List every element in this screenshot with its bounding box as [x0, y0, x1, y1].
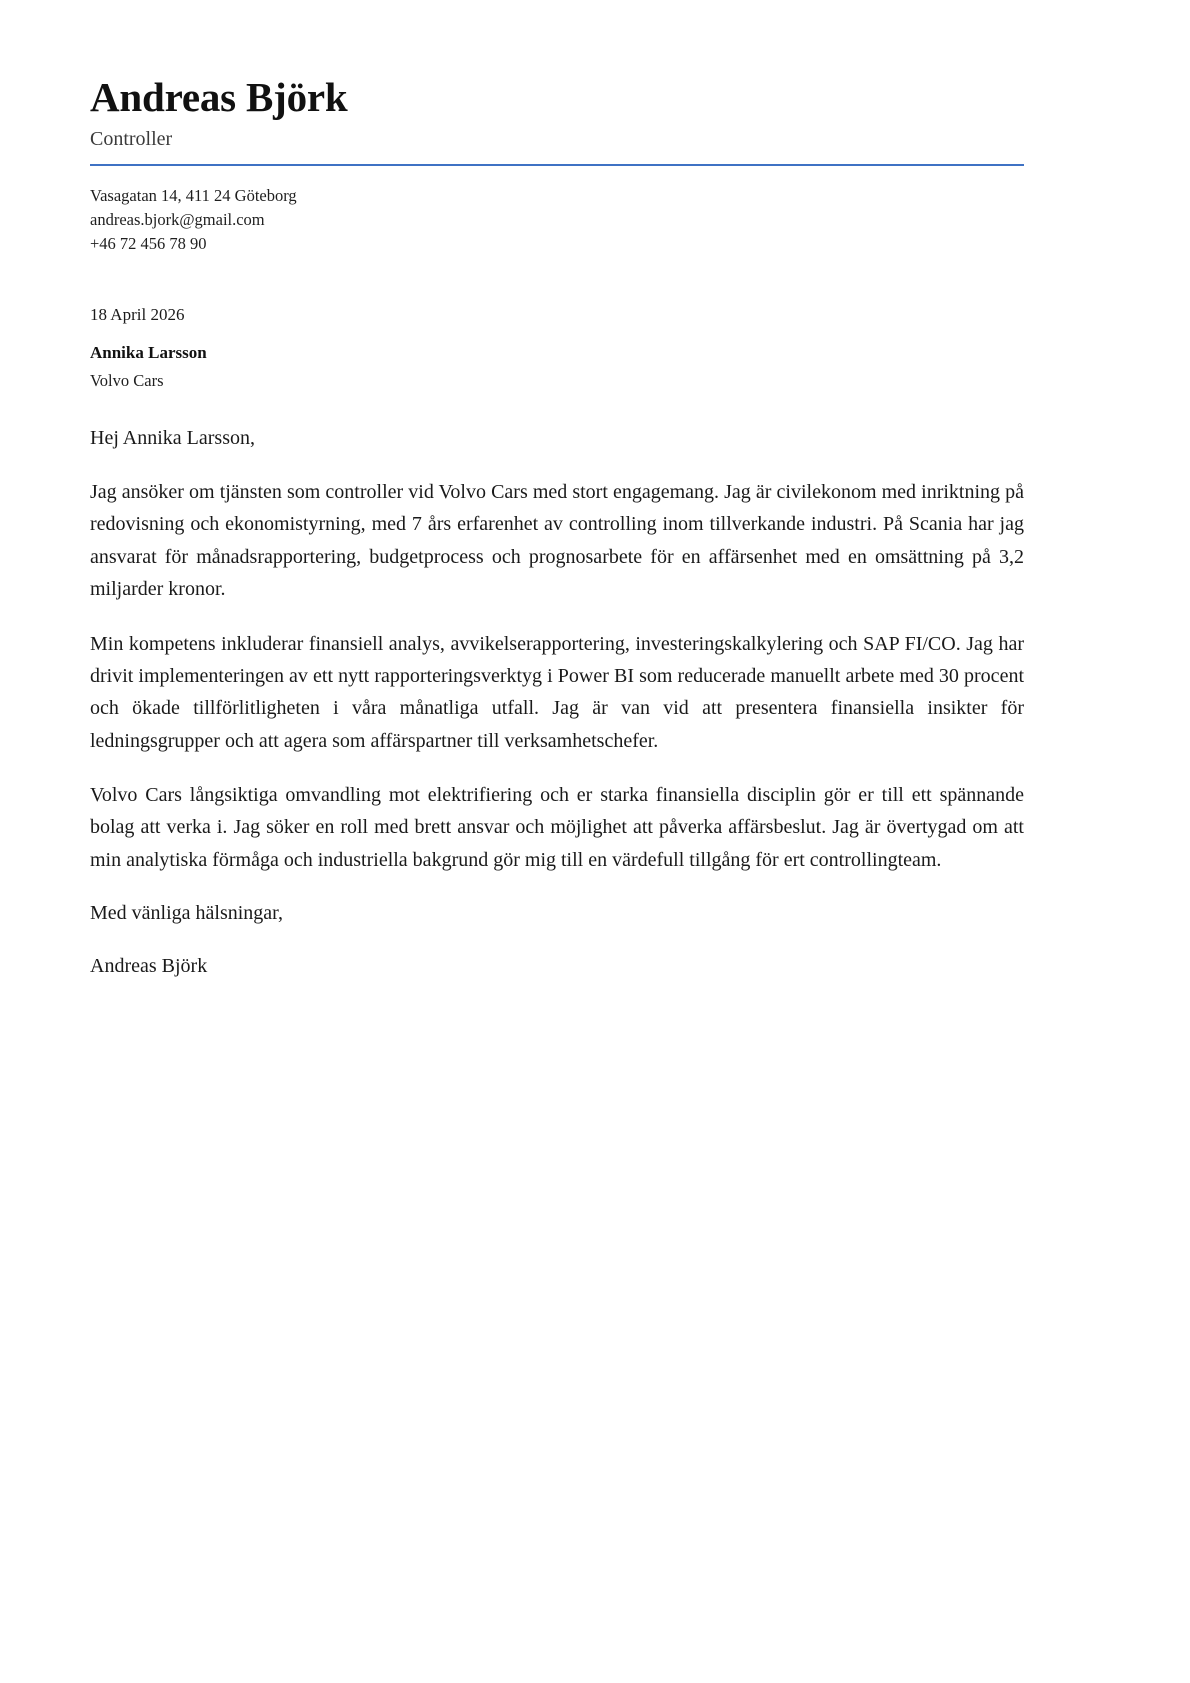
letter-greeting: Hej Annika Larsson,: [90, 426, 255, 449]
letter-meta: [90, 302, 1024, 393]
recipient-name: Annika Larsson: [90, 343, 207, 363]
letter-paragraph-1: Jag ansöker om tjänsten som controller vid Volvo Cars med stort engagemang. Jag är civilekonom med inriktning på redovisning och ekonomistyrning, med 7 års erfarenhet av controlling inom tillverkande industri. På Scania har jag ansvarat för månadsrapportering, budgetprocess och prognosarbete för en affärsenhet med en omsättning på 3,2 miljarder kronor.: [90, 480, 1024, 601]
letter-signature: Andreas Björk: [90, 955, 208, 978]
contact-block: [90, 184, 1024, 256]
applicant-name: Andreas Björk: [90, 74, 348, 120]
letter-paragraph-2: Min kompetens inkluderar finansiell analys, avvikelserapportering, investeringskalkylering och SAP FI/CO. Jag har drivit implementeringen av ett nytt rapporteringsverktyg i Power BI som reducerade manuellt arbete med 30 procent och ökade tillförlitligheten i våra månatliga utfall. Jag är van vid att presentera finansiella insikter för ledningsgrupper och att agera som affärspartner till verksamhetschefer.: [90, 632, 1024, 752]
recipient-company: Volvo Cars: [90, 371, 164, 391]
letter-body: [90, 423, 1024, 982]
contact-email: andreas.bjork@gmail.com: [90, 210, 265, 230]
cover-letter: [90, 74, 1024, 982]
header-divider: [90, 164, 1024, 166]
letter-closing: Med vänliga hälsningar,: [90, 902, 284, 925]
applicant-job-title: Controller: [90, 128, 173, 151]
contact-phone: +46 72 456 78 90: [90, 233, 207, 253]
contact-address: Vasagatan 14, 411 24 Göteborg: [90, 186, 297, 206]
letter-date: 18 April 2026: [90, 304, 185, 324]
letter-paragraph-3: Volvo Cars långsiktiga omvandling mot elektrifiering och er starka finansiella disciplin gör er till ett spännande bolag att verka i. Jag söker en roll med brett ansvar och möjlighet att påverka affärsbeslut. Jag är övertygad om att min analytiska förmåga och industriella bakgrund gör mig till en värdefull tillgång för ert controllingteam.: [90, 784, 1024, 871]
letter-header: [90, 74, 1024, 166]
